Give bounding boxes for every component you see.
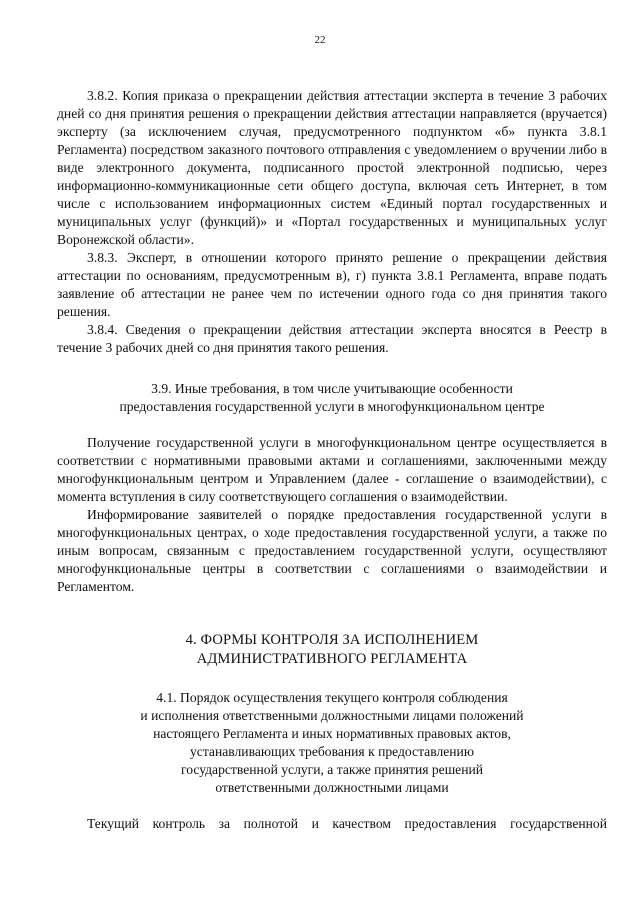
section-heading-4-1-line-5: государственной услуги, а также принятия решений [180,762,484,777]
section-heading-4-1 [57,689,607,797]
paragraph-mfc-receipt: Получение государственной услуги в многофункциональном центре осуществляется в соответствии с нормативными правовыми актами и соглашениями, заключенными между многофункциональным центром и Управлением (далее - соглашение о взаимодействии), с момента вступления в силу соответствующего соглашения о взаимодействии. [57,435,607,504]
paragraph-3-8-4: 3.8.4. Сведения о прекращении действия аттестации эксперта вносятся в Реестр в течение 3 рабочих дней со дня принятия такого решения. [57,322,607,355]
section-heading-4-1-line-4: устанавливающих требования к предоставлению [190,744,474,759]
section-heading-4-1-line-6: ответственными должностными лицами [215,780,449,795]
paragraph-current-control: Текущий контроль за полнотой и качеством предоставления государственной [87,816,607,831]
document-body [57,87,607,833]
chapter-heading-4 [57,631,607,669]
paragraph-3-8-2: 3.8.2. Копия приказа о прекращении действия аттестации эксперта в течение 3 рабочих дней со дня принятия решения о прекращении действия аттестации направляется (вручается) эксперту (за исключением случая, предусмотренного подпунктом «б» пункта 3.8.1 Регламента) посредством заказного почтового отправления с уведомлением о вручении либо в виде электронного документа, подписанного простой электронной подписью, через информационно-коммуникационные сети общего доступа, включая сеть Интернет, в том числе с использованием информационных систем «Единый портал государственных и муниципальных услуг (функций)» и «Портал государственных и муниципальных услуг Воронежской области». [57,88,607,247]
section-heading-4-1-line-2: и исполнения ответственными должностными лицами положений [140,708,524,723]
paragraph-3-8-3: 3.8.3. Эксперт, в отношении которого принято решение о прекращении действия аттестации по основаниям, предусмотренным в), г) пункта 3.8.1 Регламента, вправе подать заявление об аттестации не ранее чем по истечении одного года со дня принятия такого решения. [57,250,607,319]
section-heading-3-9 [57,380,607,416]
section-heading-4-1-line-1: 4.1. Порядок осуществления текущего контроля соблюдения [156,690,508,705]
section-heading-4-1-line-3: настоящего Регламента и иных нормативных правовых актов, [153,726,511,741]
chapter-heading-4-line-2: АДМИНИСТРАТИВНОГО РЕГЛАМЕНТА [196,651,468,667]
section-heading-3-9-line-1: 3.9. Иные требования, в том числе учитывающие особенности [151,381,513,396]
page-number: 22 [314,34,326,46]
section-heading-3-9-line-2: предоставления государственной услуги в многофункциональном центре [119,399,545,414]
paragraph-mfc-informing: Информирование заявителей о порядке предоставления государственной услуги в многофункциональных центрах, о ходе предоставления государственной услуги, а также по иным вопросам, связанным с предоставлением государственной услуги, осуществляют многофункциональные центры в соответствии с соглашениями о взаимодействии и Регламентом. [57,507,607,594]
chapter-heading-4-line-1: 4. ФОРМЫ КОНТРОЛЯ ЗА ИСПОЛНЕНИЕМ [185,632,479,648]
